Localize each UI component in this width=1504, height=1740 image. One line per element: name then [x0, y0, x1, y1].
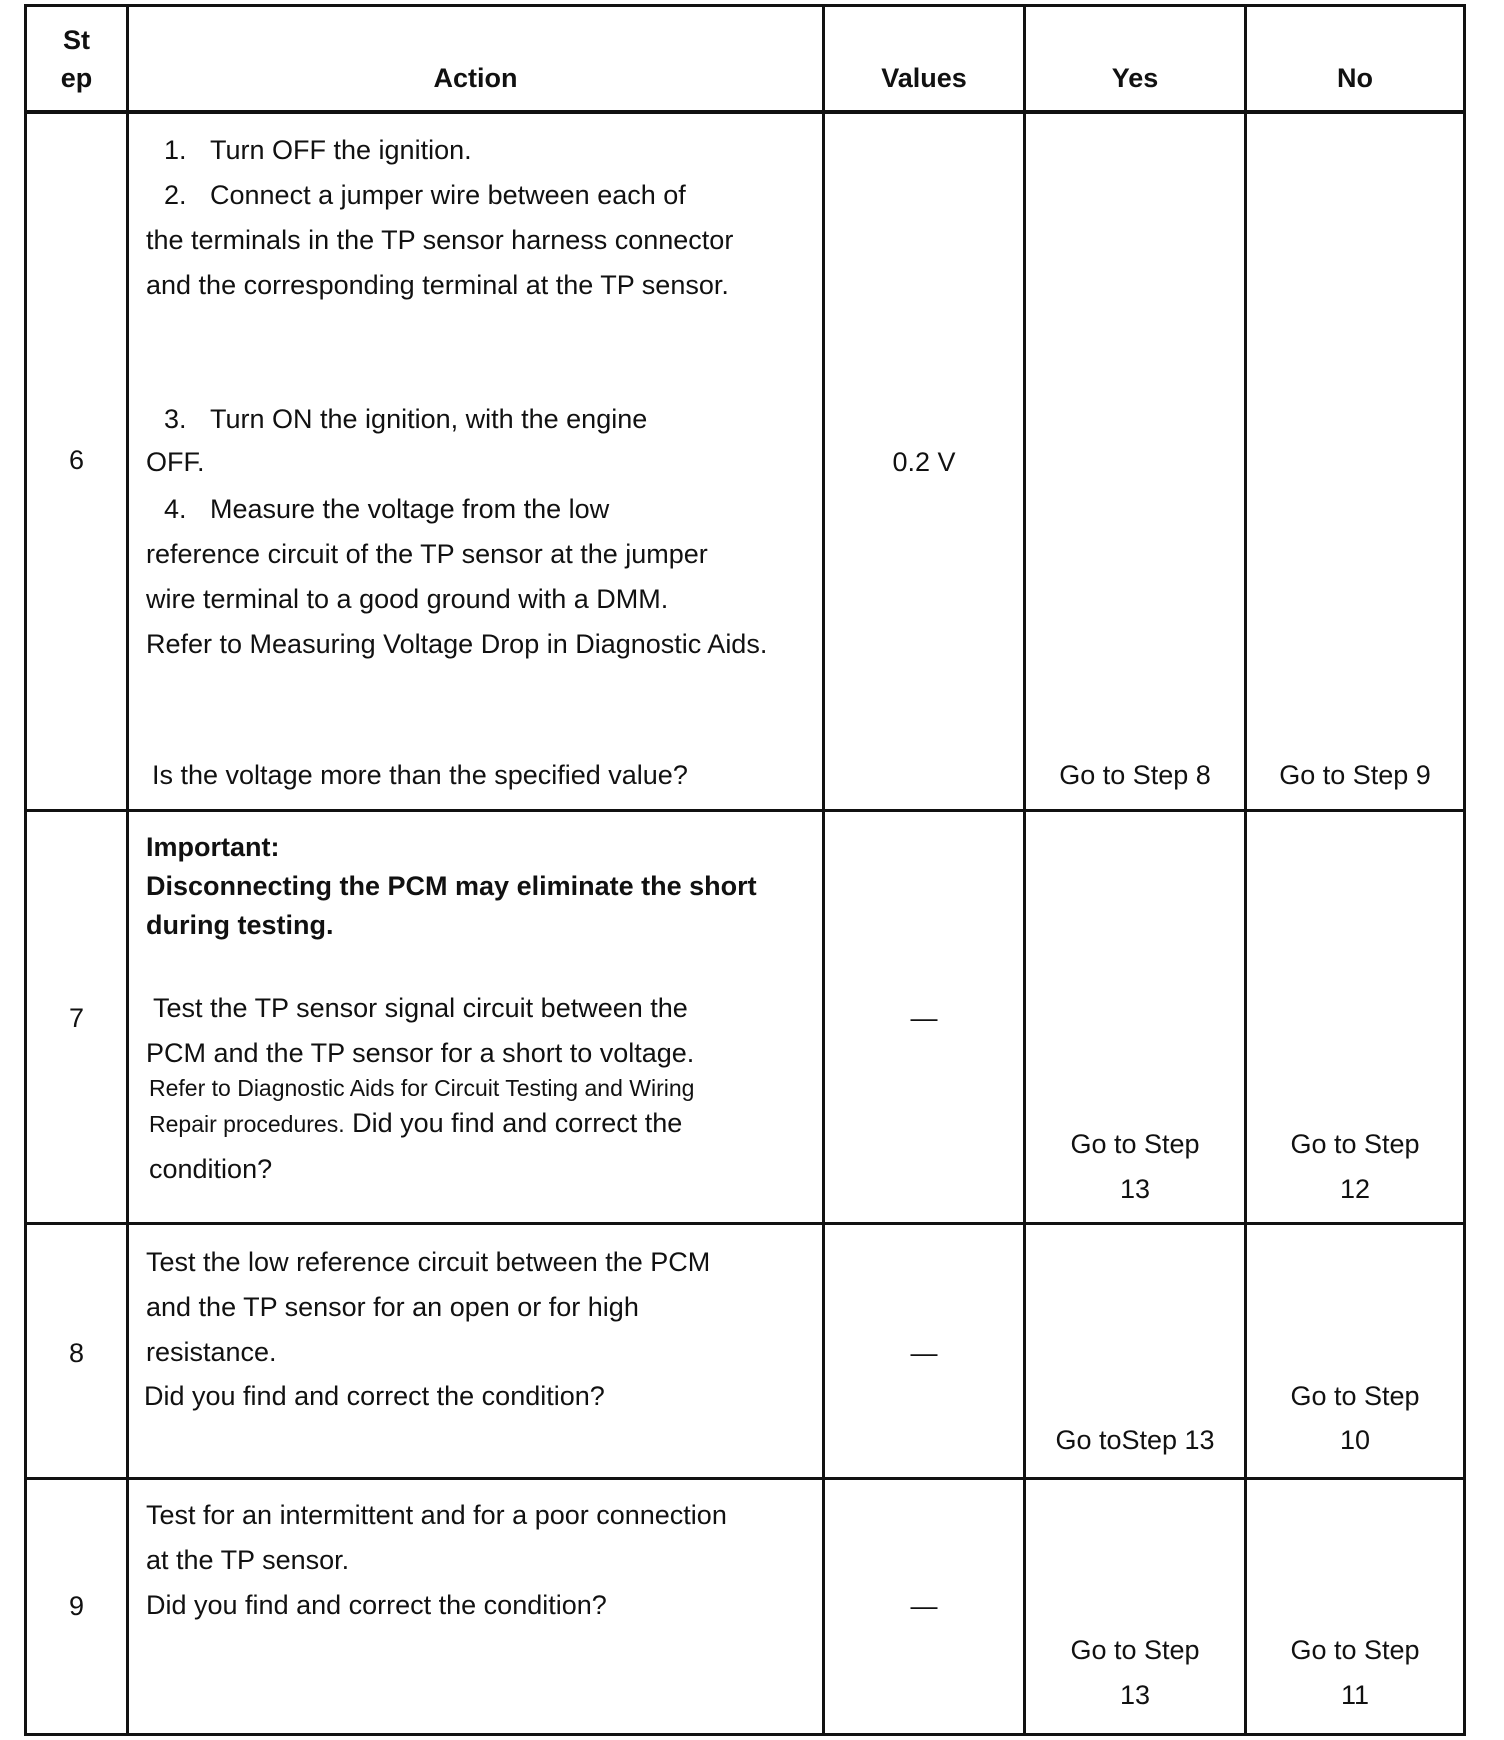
- action-text: Did you find and correct the: [344, 1108, 683, 1138]
- header-yes: Yes: [1111, 63, 1159, 93]
- header-divider: [24, 110, 1466, 114]
- list-number: 3.: [164, 404, 187, 434]
- action-line: wire terminal to a good ground with a DMM.: [146, 584, 669, 614]
- no-cell: Go to Step: [1290, 1381, 1420, 1411]
- action-text-small: Repair procedures.: [149, 1111, 345, 1137]
- value-cell: —: [910, 1591, 938, 1621]
- action-line: [146, 128, 472, 173]
- column-divider: [1023, 4, 1026, 1736]
- action-line: [146, 397, 647, 442]
- step-number: 9: [68, 1591, 85, 1621]
- action-line: condition?: [149, 1154, 273, 1184]
- action-line: the terminals in the TP sensor harness connector: [146, 225, 734, 255]
- header-step-line1: St: [63, 25, 90, 55]
- action-line: OFF.: [146, 447, 205, 477]
- action-line: reference circuit of the TP sensor at the jumper: [146, 539, 708, 569]
- action-line: Did you find and correct the condition?: [144, 1381, 605, 1411]
- list-number: 2.: [164, 180, 187, 210]
- yes-cell: 13: [1119, 1680, 1151, 1710]
- header-action: Action: [433, 63, 518, 93]
- action-line: [146, 487, 609, 532]
- action-line: [146, 173, 686, 218]
- step-number: 7: [68, 1003, 85, 1033]
- column-divider: [1244, 4, 1247, 1736]
- action-line: Refer to Measuring Voltage Drop in Diagnostic Aids.: [146, 629, 768, 659]
- action-line: PCM and the TP sensor for a short to voltage.: [146, 1038, 695, 1068]
- value-cell: —: [910, 1003, 938, 1033]
- row-divider: [24, 809, 1466, 812]
- row-divider: [24, 1477, 1466, 1480]
- yes-cell: Go to Step 8: [1059, 760, 1211, 790]
- no-cell: 10: [1339, 1425, 1371, 1455]
- action-question: Is the voltage more than the specified value?: [152, 760, 688, 790]
- yes-cell: Go toStep 13: [1055, 1425, 1215, 1455]
- action-line: resistance.: [146, 1337, 277, 1367]
- yes-cell: Go to Step: [1070, 1635, 1200, 1665]
- table-border-right: [1463, 4, 1466, 1736]
- list-text: Turn ON the ignition, with the engine: [210, 404, 648, 434]
- action-line: Test for an intermittent and for a poor connection: [146, 1500, 727, 1530]
- important-note: Disconnecting the PCM may eliminate the short: [146, 871, 757, 901]
- column-divider: [822, 4, 825, 1736]
- table-border-left: [24, 4, 27, 1736]
- important-note: during testing.: [146, 910, 334, 940]
- action-line: and the corresponding terminal at the TP sensor.: [146, 270, 729, 300]
- header-step-line2: ep: [60, 63, 93, 93]
- list-number: 1.: [164, 135, 187, 165]
- action-line: at the TP sensor.: [146, 1545, 350, 1575]
- list-number: 4.: [164, 494, 187, 524]
- no-cell: 12: [1339, 1174, 1371, 1204]
- row-divider: [24, 1222, 1466, 1225]
- column-divider: [126, 4, 129, 1736]
- list-text: Connect a jumper wire between each of: [210, 180, 686, 210]
- action-line: Test the low reference circuit between the PCM: [146, 1247, 711, 1277]
- action-line: Test the TP sensor signal circuit between the: [153, 993, 688, 1023]
- no-cell: Go to Step: [1290, 1635, 1420, 1665]
- action-line: and the TP sensor for an open or for high: [146, 1292, 639, 1322]
- action-line: [149, 1101, 682, 1146]
- value-cell: —: [910, 1338, 938, 1368]
- no-cell: Go to Step: [1290, 1129, 1420, 1159]
- yes-cell: 13: [1119, 1174, 1151, 1204]
- step-number: 6: [68, 445, 85, 475]
- list-text: Measure the voltage from the low: [210, 494, 610, 524]
- list-text: Turn OFF the ignition.: [210, 135, 472, 165]
- action-line: Refer to Diagnostic Aids for Circuit Testing and Wiring: [149, 1075, 695, 1101]
- action-line: Did you find and correct the condition?: [146, 1590, 607, 1620]
- yes-cell: Go to Step: [1070, 1129, 1200, 1159]
- step-number: 8: [68, 1338, 85, 1368]
- important-label: Important:: [146, 832, 280, 862]
- table-border-top: [24, 4, 1466, 7]
- header-no: No: [1337, 63, 1373, 93]
- header-values: Values: [881, 63, 967, 93]
- no-cell: Go to Step 9: [1279, 760, 1431, 790]
- no-cell: 11: [1340, 1680, 1370, 1710]
- table-border-bottom: [24, 1733, 1466, 1736]
- value-cell: 0.2 V: [892, 447, 956, 477]
